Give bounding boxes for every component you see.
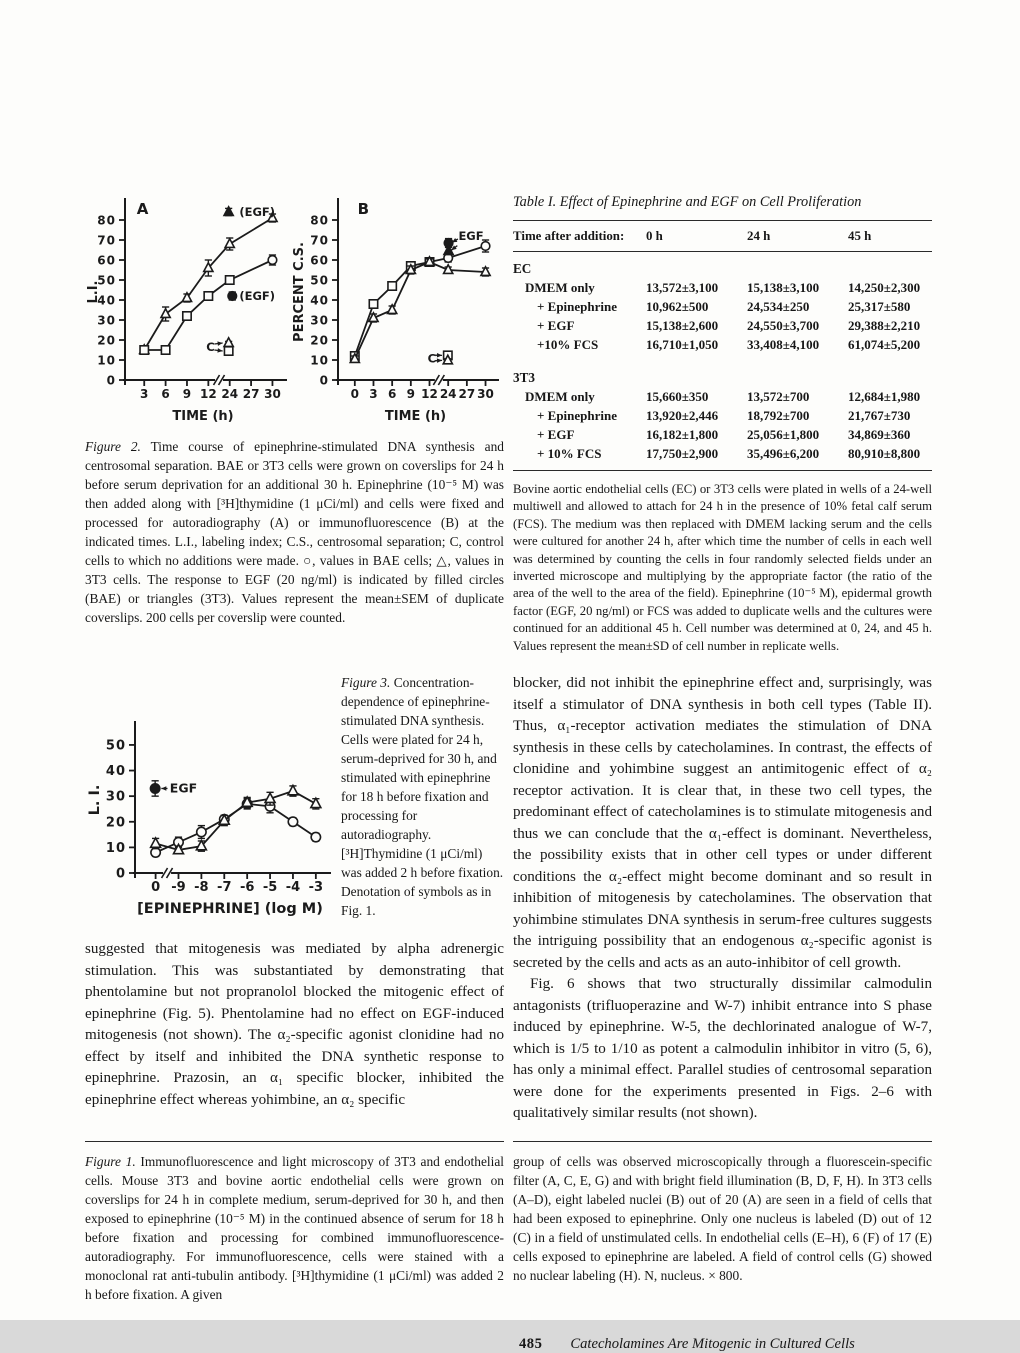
table-group-row <box>513 361 932 388</box>
marker-triangle <box>311 798 321 807</box>
table-cell: DMEM only <box>513 279 646 298</box>
table-cell: +10% FCS <box>513 336 646 362</box>
table-cell: DMEM only <box>513 388 646 407</box>
figure1-caption-right-text: group of cells was observed microscopically through a fluorescein-specific filter (A, C, E, G) and with bright field illumination (B, D, F, H). In 3T3 cells (A–D), eight labeled nuclei (B) out of 20 (A) are seen in a field of cells that had been exposed to epinephrine. Only one nucleus is labeled (D) out of 12 (C) in a field of unstimulated cells. In endothelial cells (E–H), 6 (F) of 17 (E) cells exposed to epinephrine are labeled. A field of control cells (G) showed no nuclear labeling (H). N, nucleus. × 800. <box>513 1152 932 1285</box>
svg-text:30: 30 <box>106 790 126 805</box>
marker-circle <box>197 827 206 836</box>
table-row <box>513 298 932 317</box>
table-cell: 15,660±350 <box>646 388 747 407</box>
marker-triangle <box>151 838 161 847</box>
table-group-label: 3T3 <box>513 361 932 388</box>
chart-annotation: EGF <box>170 781 197 796</box>
svg-text:60: 60 <box>97 254 116 268</box>
table-cell: 16,182±1,800 <box>646 426 747 445</box>
table-cell: + EGF <box>513 426 646 445</box>
table-cell: 24,534±250 <box>747 298 848 317</box>
figure1-caption-row <box>85 1141 932 1304</box>
svg-text:27: 27 <box>459 387 476 401</box>
table1-block <box>513 190 932 655</box>
figure2-panels <box>85 190 504 427</box>
table-group-row <box>513 252 932 279</box>
svg-text:-4: -4 <box>286 880 300 895</box>
table-row <box>513 388 932 407</box>
table-head-row <box>513 221 932 252</box>
figure1-caption-left <box>85 1141 504 1304</box>
svg-text:12: 12 <box>200 387 217 401</box>
marker-triangle <box>288 785 298 794</box>
svg-text:50: 50 <box>106 738 126 753</box>
table-cell: 25,317±580 <box>848 298 932 317</box>
svg-text:40: 40 <box>310 294 329 308</box>
table-col-header: 45 h <box>848 221 932 252</box>
y-axis-label: PERCENT C.S. <box>292 242 307 342</box>
table-cell: 25,056±1,800 <box>747 426 848 445</box>
svg-text:10: 10 <box>106 841 126 856</box>
marker-square <box>369 300 377 308</box>
arrowhead <box>161 786 166 790</box>
svg-text:50: 50 <box>310 274 329 288</box>
series-line <box>355 262 486 359</box>
table-title: Table I. Effect of Epinephrine and EGF on Cell Proliferation <box>513 194 932 211</box>
svg-text:-9: -9 <box>171 880 185 895</box>
middle-left-column <box>85 673 504 1125</box>
table-cell: 18,792±700 <box>747 407 848 426</box>
x-axis-label: TIME (h) <box>385 409 446 424</box>
svg-text:10: 10 <box>97 354 116 368</box>
marker-square <box>388 282 396 290</box>
figure3-caption-label: Figure 3. <box>341 675 390 690</box>
right-column-paragraph-1: blocker, did not inhibit the epinephrine effect and, surprisingly, was itself a stimulator of DNA synthesis in both cell types (Table II). Thus, α₁-receptor activation mediates the stimulation of DNA synthesis in these cells by catecholamines. In contrast, the effects of clonidine and yohimbine suggest an antimitogenic effect of α₂ receptor activation. It is clear that, in these two cell types, the predominant effect of catecholamines is to stimulate mitogenesis and thus we can conclude that the α₁-effect is dominant. Nevertheless, the possibility exists that in other cell types or under different conditions the α₂-effect might become dominant and so result in inhibition of mitogenesis by catecholamines. The observation that yohimbine stimulates DNA synthesis in serum-free cultures suggests the intriguing possibility that an endogenous α₂-specific agonist is secreted by the cells and acts as an auto-inhibitor of cell growth. <box>513 673 932 974</box>
svg-text:-7: -7 <box>217 880 231 895</box>
svg-text:9: 9 <box>407 387 415 401</box>
table-row <box>513 279 932 298</box>
series-line <box>144 218 272 350</box>
svg-text:12: 12 <box>421 387 438 401</box>
marker-triangle <box>225 239 234 248</box>
marker-circle-filled <box>150 784 159 793</box>
svg-text:60: 60 <box>310 254 329 268</box>
svg-text:27: 27 <box>243 387 260 401</box>
running-title: Catecholamines Are Mitogenic in Cultured Cells <box>570 1336 854 1353</box>
figure2-panel-b-chart <box>292 190 503 427</box>
figure2-caption-label: Figure 2. <box>85 439 141 454</box>
figure2-panel-a-chart <box>85 190 292 427</box>
table-cell: + Epinephrine <box>513 407 646 426</box>
chart-annotation: (EGF) <box>239 205 275 219</box>
table-cell: 21,767±730 <box>848 407 932 426</box>
page-number: 485 <box>519 1336 542 1353</box>
top-row <box>85 190 932 655</box>
table-cell: 15,138±3,100 <box>747 279 848 298</box>
table-footnote: Bovine aortic endothelial cells (EC) or 3T3 cells were plated in wells of a 24-well multiwell and allowed to attach for 24 h in the presence of 10% fetal calf serum (FCS). The medium was then replaced with DMEM lacking serum and the cells were cultured for another 24 h, after which time the number of cells in each well was determined by counting the cells in four randomly selected fields under an inverted microscope and multiplying by the appropriate factor (the ratio of the area of the well to the area of the field). Epinephrine (10⁻⁵ M), epidermal growth factor (EGF, 20 ng/ml) or FCS was added to duplicate wells and the cultures were continued for an additional 45 h. Cell number was determined at 0, 24, and 45 h. Values represent the mean±SD of cell number in replicate wells. <box>513 481 932 655</box>
svg-text:0: 0 <box>116 867 126 882</box>
svg-text:30: 30 <box>97 314 116 328</box>
table-cell: 24,550±3,700 <box>747 317 848 336</box>
table-cell: + 10% FCS <box>513 445 646 471</box>
marker-circle <box>288 817 297 826</box>
right-column-paragraph-2: Fig. 6 shows that two structurally dissimilar calmodulin antagonists (trifluoperazine and W-7) inhibit entrance into S phase induced by epinephrine. W-5, the dechlorinated analogue of W-7, which is 1/5 to 1/10 as potent a calmodulin inhibitor in vitro (5, 6), has only a minimal effect. Parallel studies of centrosomal separation were done for the experiments presented in Figs. 2–6 with qualitatively similar results (not shown). <box>513 974 932 1125</box>
marker-square <box>183 312 191 320</box>
table-row <box>513 317 932 336</box>
svg-text:-5: -5 <box>263 880 277 895</box>
svg-text:50: 50 <box>97 274 116 288</box>
marker-triangle <box>161 309 170 318</box>
figure2-block <box>85 190 504 655</box>
svg-text:20: 20 <box>106 815 126 830</box>
table-1 <box>513 220 932 471</box>
chart-annotation: C <box>206 340 214 354</box>
chart-annotation: (EGF) <box>239 289 275 303</box>
figure2-caption-text: Time course of epinephrine-stimulated DNA synthesis and centrosomal separation. BAE or 3T3 cells were grown on coverslips for 24 h before serum deprivation for an additional 30 h. Epinephrine (10⁻⁵ M) was then added along with [³H]thymidine (1 μCi/ml) and cells were fixed and processed for autoradiography (A) or immunofluorescence (B) at the indicated times. L.I., labeling index; C.S., centrosomal separation; C, control cells to which no additions were made. ○, values in BAE cells; △, values in 3T3 cells. The response to EGF (20 ng/ml) is indicated by filled circles (BAE) or triangles (3T3). Values represent the mean±SEM of duplicate coverslips. 200 cells per coverslip were counted. <box>85 439 504 625</box>
table-col-header: 0 h <box>646 221 747 252</box>
chart-annotation: B <box>358 200 369 218</box>
svg-text:-8: -8 <box>194 880 208 895</box>
svg-text:10: 10 <box>310 354 329 368</box>
arrowhead <box>437 353 442 357</box>
chart-annotation: A <box>137 200 149 218</box>
table-cell: 35,496±6,200 <box>747 445 848 471</box>
table-row <box>513 426 932 445</box>
svg-text:3: 3 <box>140 387 148 401</box>
table-row <box>513 445 932 471</box>
marker-square <box>140 346 148 354</box>
table-cell: 13,572±700 <box>747 388 848 407</box>
table-cell: 80,910±8,800 <box>848 445 932 471</box>
svg-text:70: 70 <box>97 234 116 248</box>
marker-triangle <box>224 338 233 347</box>
svg-text:6: 6 <box>161 387 169 401</box>
table-row <box>513 336 932 362</box>
middle-right-column <box>513 673 932 1125</box>
figure2-caption <box>85 437 504 627</box>
table-cell: 15,138±2,600 <box>646 317 747 336</box>
svg-text:0: 0 <box>151 880 160 895</box>
svg-text:9: 9 <box>183 387 191 401</box>
table-cell: 17,750±2,900 <box>646 445 747 471</box>
page-footer <box>519 1336 932 1353</box>
figure1-caption-left-text <box>85 1152 504 1304</box>
marker-square <box>224 347 232 355</box>
marker-square <box>161 346 169 354</box>
table-cell: 33,408±4,100 <box>747 336 848 362</box>
table-cell: + EGF <box>513 317 646 336</box>
y-axis-label: L. I. <box>87 785 103 816</box>
table-cell: 34,869±360 <box>848 426 932 445</box>
middle-row <box>85 673 932 1125</box>
table-cell: 13,572±3,100 <box>646 279 747 298</box>
table-col-header: Time after addition: <box>513 221 646 252</box>
svg-text:80: 80 <box>310 214 329 228</box>
marker-circle <box>311 833 320 842</box>
y-axis-label: L.I. <box>86 281 101 304</box>
table-cell: 29,388±2,210 <box>848 317 932 336</box>
svg-text:80: 80 <box>97 214 116 228</box>
table-cell: 13,920±2,446 <box>646 407 747 426</box>
chart-annotation: EGF <box>458 229 483 243</box>
marker-circle-filled <box>228 292 237 301</box>
figure3-caption <box>341 673 504 923</box>
svg-text:0: 0 <box>351 387 359 401</box>
table-row <box>513 407 932 426</box>
svg-text:3: 3 <box>369 387 377 401</box>
svg-text:6: 6 <box>388 387 396 401</box>
svg-text:20: 20 <box>310 334 329 348</box>
table-col-header: 24 h <box>747 221 848 252</box>
svg-text:-6: -6 <box>240 880 254 895</box>
table-cell: 12,684±1,980 <box>848 388 932 407</box>
svg-text:-3: -3 <box>309 880 323 895</box>
svg-text:24: 24 <box>221 387 238 401</box>
svg-text:70: 70 <box>310 234 329 248</box>
marker-square <box>226 276 234 284</box>
svg-text:20: 20 <box>97 334 116 348</box>
figure3-caption-text: Concentration-dependence of epinephrine-stimulated DNA synthesis. Cells were plated for 24 h, serum-deprived for 30 h, and stimulated with epinephrine for 18 h before fixation and processing for autoradiography. [³H]Thymidine (1 μCi/ml) was added 2 h before fixation. Denotation of symbols as in Fig. 1. <box>341 675 503 918</box>
table-cell: + Epinephrine <box>513 298 646 317</box>
table-cell: 10,962±500 <box>646 298 747 317</box>
marker-square <box>204 292 212 300</box>
table-cell: 14,250±2,300 <box>848 279 932 298</box>
arrowhead <box>437 358 442 362</box>
figure1-caption-label: Figure 1. <box>85 1154 136 1169</box>
table-cell: 16,710±1,050 <box>646 336 747 362</box>
table-body <box>513 252 932 471</box>
marker-circle <box>268 256 277 265</box>
svg-text:40: 40 <box>106 764 126 779</box>
svg-text:30: 30 <box>310 314 329 328</box>
svg-text:30: 30 <box>477 387 494 401</box>
x-axis-label: [EPINEPHRINE] (log M) <box>137 901 323 917</box>
figure1-caption-right <box>513 1141 932 1304</box>
left-column-paragraph: suggested that mitogenesis was mediated by alpha adrenergic stimulation. This was substantiated by demonstrating that phentolamine but not propranolol blocked the mitogenic effect of epinephrine (Fig. 5). Phentolamine had no effect on EGF-induced mitogenesis (not shown). The α₂-specific agonist clonidine had no effect by itself and inhibited the DNA synthetic response to epinephrine. Prazosin, an α₁ specific blocker, inhibited the epinephrine effect whereas yohimbine, an α₂ specific <box>85 939 504 1111</box>
table-group-label: EC <box>513 252 932 279</box>
chart-annotation: C <box>428 351 436 365</box>
figure1-caption-left-body: Immunofluorescence and light microscopy of 3T3 and endothelial cells. Mouse 3T3 and bovine aortic endothelial cells were grown on coverslips for 24 h in complete medium, serum-deprived for 30 h, and then exposed to epinephrine (10⁻⁵ M) in the continued absence of serum for 18 h before fixation and processing for combined immunofluorescence-autoradiography. For immunofluorescence, cells were stained with a monoclonal rat anti-tubulin antibody. [³H]thymidine (1 μCi/ml) was added 2 h before fixation. A given <box>85 1154 504 1302</box>
figure3-block <box>85 673 504 923</box>
figure3-chart <box>85 715 333 923</box>
svg-text:0: 0 <box>320 374 329 388</box>
svg-text:30: 30 <box>264 387 281 401</box>
x-axis-label: TIME (h) <box>172 409 233 424</box>
svg-text:40: 40 <box>97 294 116 308</box>
svg-text:0: 0 <box>107 374 116 388</box>
table-cell: 61,074±5,200 <box>848 336 932 362</box>
svg-text:24: 24 <box>440 387 457 401</box>
